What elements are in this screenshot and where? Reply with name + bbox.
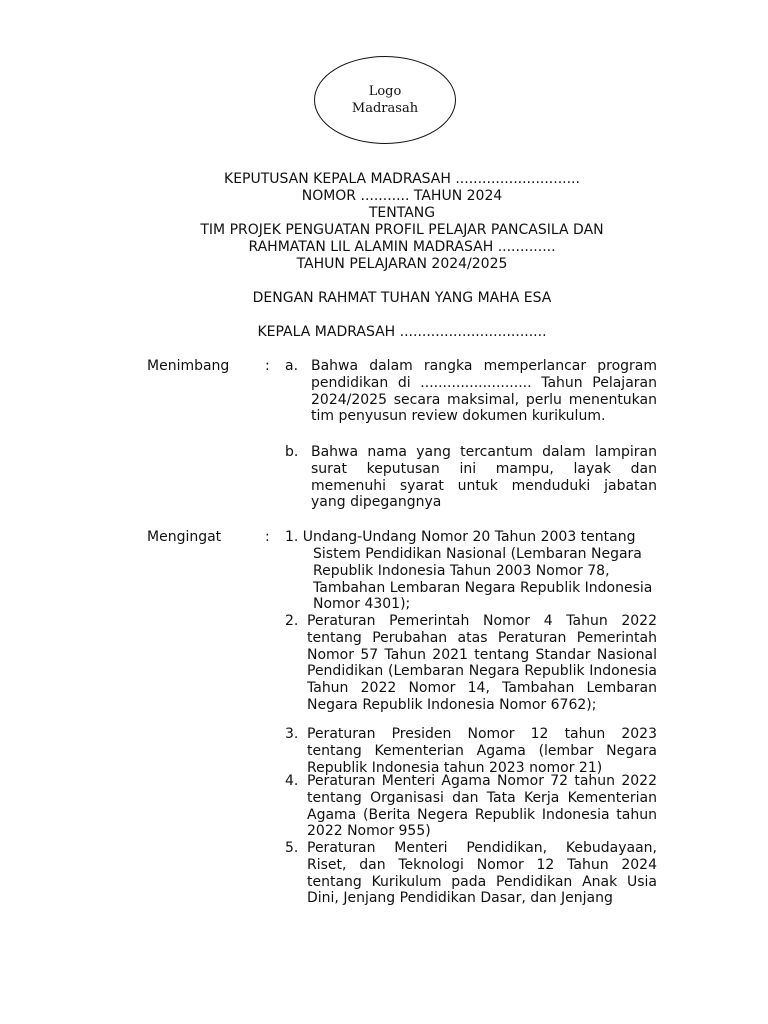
title-line-5: RAHMATAN LIL ALAMIN MADRASAH ............. <box>248 239 556 255</box>
title-line-2: NOMOR ........... TAHUN 2024 <box>301 188 503 204</box>
mengingat-item-2: Peraturan Pemerintah Nomor 4 Tahun 2022 tentang Perubahan atas Peraturan Pemerintah Nomor 57 Tahun 2021 tentang Standar Nasional Pendidikan (Lembaran Negara Republik Indonesia Tahun 2022 Nomor 14, Tambahan Lembaran Negara Republik Indonesia Nomor 6762); <box>307 613 657 713</box>
mengingat-marker-3: 3. <box>285 726 299 742</box>
mengingat-item-1-rest: Sistem Pendidikan Nasional (Lembaran Negara Republik Indonesia Tahun 2003 Nomor 78, Tambahan Lembaran Negara Republik Indonesia Nomor 4301); <box>313 546 653 613</box>
logo-text-line1: Logo <box>368 84 402 99</box>
mengingat-marker-5: 5. <box>285 840 299 856</box>
menimbang-marker-a: a. <box>285 358 299 374</box>
title-line-3: TENTANG <box>368 205 436 221</box>
title-line-6: TAHUN PELAJARAN 2024/2025 <box>296 256 508 272</box>
mengingat-label: Mengingat <box>147 529 222 545</box>
mengingat-item-5: Peraturan Menteri Pendidikan, Kebudayaan, Riset, dan Teknologi Nomor 12 Tahun 2024 tentang Kurikulum pada Pendidikan Anak Usia Dini, Jenjang Pendidikan Dasar, dan Jenjang <box>307 840 657 907</box>
mengingat-item-1-first-line: 1. Undang-Undang Nomor 20 Tahun 2003 tentang <box>285 529 636 545</box>
logo-text-line2: Madrasah <box>351 101 419 116</box>
head-of-madrasah-line: KEPALA MADRASAH ................................. <box>257 324 547 340</box>
mengingat-marker-4: 4. <box>285 773 299 789</box>
blessing-line: DENGAN RAHMAT TUHAN YANG MAHA ESA <box>252 290 552 306</box>
menimbang-label: Menimbang <box>147 358 230 374</box>
mengingat-item-3: Peraturan Presiden Nomor 12 tahun 2023 tentang Kementerian Agama (lembar Negara Republik Indonesia tahun 2023 nomor 21) <box>307 726 657 776</box>
mengingat-marker-2: 2. <box>285 613 299 629</box>
title-line-1: KEPUTUSAN KEPALA MADRASAH ............................ <box>224 171 580 187</box>
menimbang-item-a: Bahwa dalam rangka memperlancar program pendidikan di ......................... Tahun Pelajaran 2024/2025 secara maksimal, perlu menentukan tim penyusun review dokumen kurikulum. <box>311 358 657 425</box>
mengingat-colon: : <box>265 529 270 545</box>
mengingat-item-4: Peraturan Menteri Agama Nomor 72 tahun 2022 tentang Organisasi dan Tata Kerja Kementerian Agama (Berita Negera Republik Indonesia tahun 2022 Nomor 955) <box>307 773 657 840</box>
menimbang-item-b: Bahwa nama yang tercantum dalam lampiran surat keputusan ini mampu, layak dan memenuhi syarat untuk menduduki jabatan yang dipegangnya <box>311 444 657 511</box>
title-line-4: TIM PROJEK PENGUATAN PROFIL PELAJAR PANCASILA DAN <box>200 222 604 238</box>
menimbang-colon: : <box>265 358 270 374</box>
menimbang-marker-b: b. <box>285 444 299 460</box>
logo-placeholder <box>314 56 456 144</box>
